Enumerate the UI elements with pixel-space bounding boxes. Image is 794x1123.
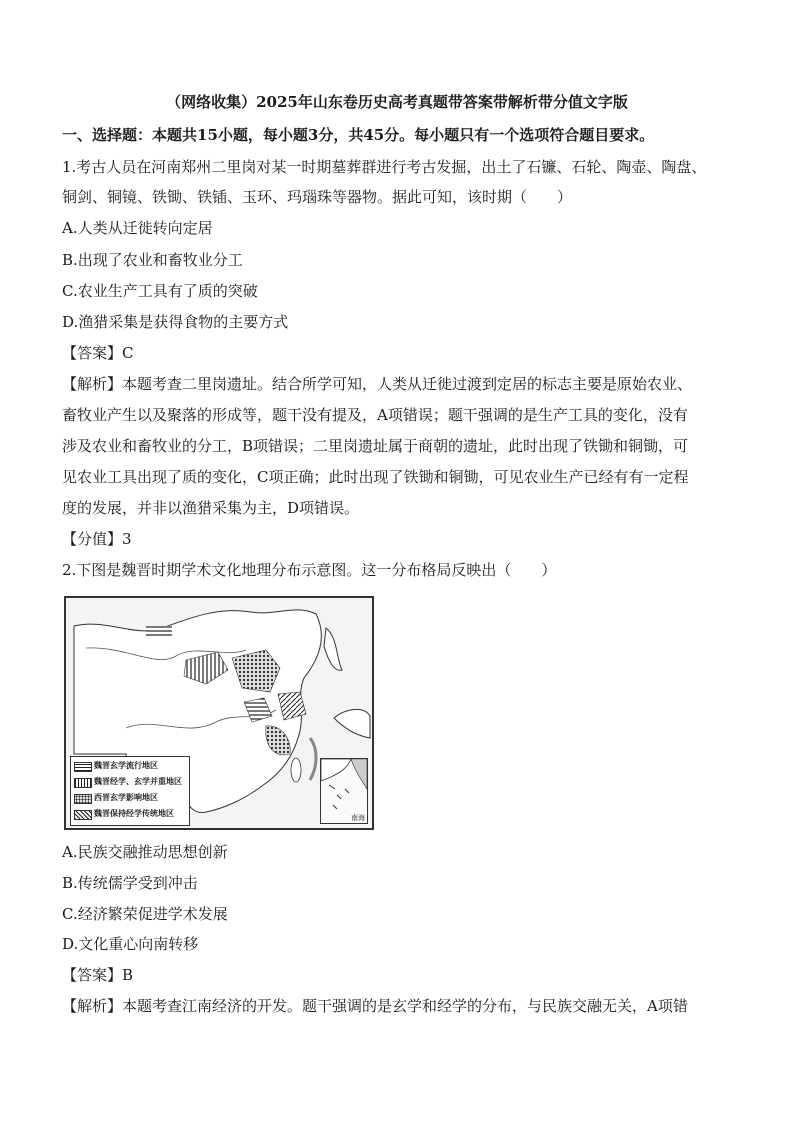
legend-swatch-diagonal-hatch [74, 810, 92, 820]
q2-stem: 2.下图是魏晋时期学术文化地理分布示意图。这一分布格局反映出（ ） [62, 561, 557, 579]
legend-swatch-vertical-hatch [74, 778, 92, 788]
south-china-sea-inset [320, 758, 368, 824]
q2-answer: 【答案】B [62, 966, 134, 984]
legend-swatch-dots [74, 794, 92, 804]
q2-option-d: D.文化重心向南转移 [62, 935, 199, 953]
q2-option-b: B.传统儒学受到冲击 [62, 874, 198, 892]
q1-analysis-line5: 度的发展，并非以渔猎采集为主，D项错误。 [62, 499, 360, 517]
inset-label: 南海 [351, 814, 365, 822]
taiwan-island [291, 758, 301, 782]
q1-analysis-line2: 畜牧业产生以及聚落的形成等，题干没有提及，A项错误；题干强调的是生产工具的变化，没有 [62, 406, 688, 424]
q1-analysis-line3: 涉及农业和畜牧业的分工，B项错误；二里岗遗址属于商朝的遗址，此时出现了铁锄和铜锄，可 [62, 437, 689, 455]
document-title: （网络收集）2025年山东卷历史高考真题带答案带解析带分值文字版 [166, 93, 628, 111]
q1-option-b: B.出现了农业和畜牧业分工 [62, 251, 243, 269]
map-legend: 魏晋玄学流行地区 魏晋经学、玄学并重地区 西晋玄学影响地区 魏晋保持经学传统地区 [70, 756, 190, 826]
legend-swatch-horizontal-hatch [74, 762, 92, 772]
wei-jin-culture-map [64, 596, 374, 830]
q1-stem-line1: 1.考古人员在河南郑州二里岗对某一时期墓葬群进行考古发掘，出土了石镰、石轮、陶壶、陶盘、 [62, 158, 707, 176]
q1-analysis-line1: 【解析】本题考查二里岗遗址。结合所学可知，人类从迁徙过渡到定居的标志主要是原始农业、 [62, 375, 693, 393]
q2-option-a: A.民族交融推动思想创新 [62, 843, 228, 861]
q2-analysis-line1: 【解析】本题考查江南经济的开发。题干强调的是玄学和经学的分布，与民族交融无关，A项错 [62, 997, 688, 1015]
q1-analysis-line4: 见农业工具出现了质的变化，C项正确；此时出现了铁锄和铜锄，可见农业生产已经有有一定程 [62, 468, 689, 486]
q1-stem-line2: 铜剑、铜镜、铁锄、铁锸、玉环、玛瑙珠等器物。据此可知，该时期（ ） [62, 188, 573, 206]
q1-score: 【分值】3 [62, 530, 132, 548]
q1-option-c: C.农业生产工具有了质的突破 [62, 282, 258, 300]
region-xuanxue-north [146, 626, 172, 638]
q1-answer: 【答案】C [62, 344, 134, 362]
q1-option-a: A.人类从迁徙转向定居 [62, 219, 213, 237]
q1-option-d: D.渔猎采集是获得食物的主要方式 [62, 313, 289, 331]
section-heading: 一、选择题：本题共15小题，每小题3分，共45分。每小题只有一个选项符合题目要求。 [62, 126, 655, 144]
q2-option-c: C.经济繁荣促进学术发展 [62, 905, 228, 923]
